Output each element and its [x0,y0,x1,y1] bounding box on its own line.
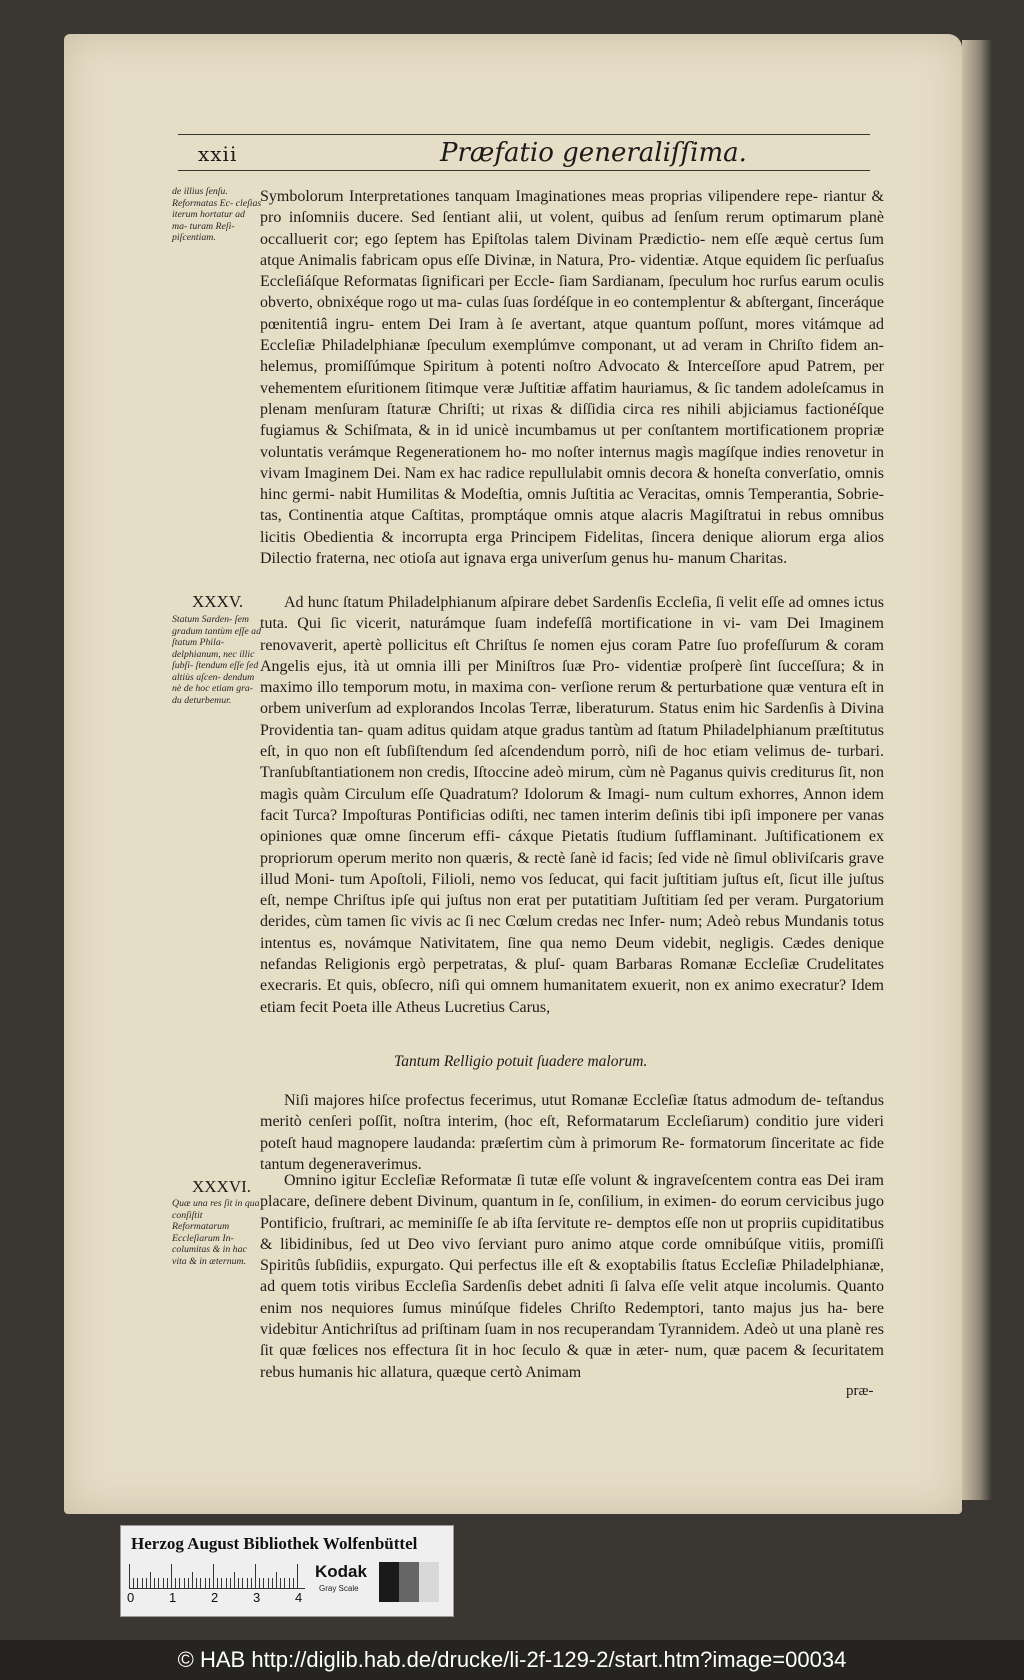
ruler-tick [209,1578,210,1588]
ruler-tick [230,1578,231,1588]
ruler-tick [184,1578,185,1588]
gray-patch-light [419,1562,439,1602]
ruler-tick [142,1578,143,1588]
ruler-tick [255,1564,256,1588]
ruler-tick [163,1578,164,1588]
ruler-tick [276,1572,277,1588]
ruler-tick [280,1578,281,1588]
ruler-number-0: 0 [127,1590,135,1605]
verse-quote: Tantum Relligio potuit ſuadere malorum. [394,1053,648,1070]
paragraph-2: Ad hunc ſtatum Philadelphianum aſpirare debet Sardenſis Eccleſia, ſi velit eſſe ad omnes ictus tuta. Qui ſic vicerit, naturámque ſuam indefeſſâ mortificatione in vi- vam Dei Imaginem renovaverit, apertè pollicitus eſt Chriſtus ſe nomen ejus coram Patre ſuo profeſſurum & coram Angelis ejus, ità ut omnia illi per Miniſtros ſuæ Pro- videntiæ proſperè ſint ſucceſſura; & in maximo illo temporum motu, in maxima con- verſione rerum & perturbatione quæ ventura eſt in orbem univerſum ad explorandos Incolas Terræ, liberaturum. Status enim hic Sardenſis à Divina Providentia tan- quam aditus quidam atque gradus tantùm ad ſtatum Philadelphianum præſtitutus eſt, in quo non eſt ſubſiſtendum ſed aſcendendum porrò, niſi de hoc etiam velimus de- turbari. Tranſubſtantiationem non credis, Iſtoccine adeò mirum, cùm nè Paganus quivis crediturus ſit, non magìs quàm Circulum eſſe Quadratum? Idolorum & Imagi- num cultum exhorres, Annon idem facit Turca? Impoſturas Pontificias odiſti, nec tamen interim deſinis tibi ipſi imponere per vanas opiniones quæ omne ſincerum effi- cáxque Pietatis ſtudium ſufflaminant. Juſtificationem ex propriorum operum merito non quæris, & rectè ſanè id facis; ſed vide nè ſimul obliviſcaris grave illud Moni- tum Apoſtoli, Filioli, nemo vos ſeducat, qui facit juſtitiam juſtus eſt, ſicut ille juſtus eſt, nempe Chriſtus ipſe qui juſtus non erat per putatitiam Juſtitiam ſed per veram. Purgatorium derides, cùm tamen ſic vivis ac ſi nec Cœlum credas nec Infer- num; Adeò rebus Mundanis totus intentus es, novámque Nativitatem, ſine qua nemo Deum videbit, negligis. Cædes denique nefandas Religionis ergò perpetratas, & pluſ- quam Barbaras Romanæ Eccleſiæ Crudelitates execraris. Et quis, obſecro, niſi qui omnem humanitatem exuerit, non ex animo execratur? Idem etiam fecit Poeta ille Atheus Lucretius Carus, [260,594,884,1016]
ruler-tick [247,1578,248,1588]
ruler-tick [213,1564,214,1588]
ruler-tick [268,1578,269,1588]
section-number-xxxvi: XXXVI. [192,1177,252,1196]
ruler-tick [221,1578,222,1588]
ruler-tick [289,1578,290,1588]
running-title: Præfatio generaliſſima. [440,138,747,168]
ruler-tick [293,1578,294,1588]
ruler-tick [263,1578,264,1588]
ruler-tick [146,1578,147,1588]
ruler-tick [158,1578,159,1588]
color-calibration-card [120,1525,454,1617]
ruler-tick [242,1578,243,1588]
copyright-footer: © HAB http://diglib.hab.de/drucke/li-2f-129-2/start.htm?image=00034 [0,1640,1024,1680]
ruler-number-1: 1 [169,1590,177,1605]
ruler-tick [238,1578,239,1588]
kodak-subtitle: Gray Scale [319,1584,359,1593]
ruler-tick [234,1572,235,1588]
ruler-tick [284,1578,285,1588]
ruler-number-3: 3 [253,1590,261,1605]
ruler-tick [200,1578,201,1588]
ruler-tick [154,1578,155,1588]
ruler-tick [192,1572,193,1588]
ruler-tick [167,1578,168,1588]
paragraph-1: Symbolorum Interpretationes tanquam Imaginationes meas proprias vilipendere repe- riantur & pro inſomniis ducere. Sed ſentiant alii, ut volent, quibus ad ſenſum rerum optimarum planè occalluerit cor; ego ſeptem has Epiſtolas talem Divinam Prædictio- nem eſſe æquè certus ſum atque Animalis fabricam opus eſſe Divinæ, in Natura, Pro- videntiæ. Atque equidem ſic perſuaſus Eccleſiáſque Reformatas ſignificari per Eccle- ſiam Sardianam, ſpeculum hoc rurſus earum oculis obverto, obnixéque rogo ut ma- culas ſuas ſordéſque in eo contemplentur & abſtergant, ſinceráque pœnitentiâ ingru- entem Dei Iram à ſe avertant, atque quantum poſſunt, mores vitámque ad Eccleſiæ Philadelphianæ ſpeculum exemplúmve componant, ut ad veram in Chriſto fidem an- helemus, promiſſúmque Spiritum à potenti noſtro Advocato & Interceſſore apud Patrem, per vehementem eſuritionem ſitimque veræ Juſtitiæ affatim hauriamus, & ſic tandem adoleſcamus in plenam menſuram ſtaturæ Chriſti; ut rixas & diſſidia circa res nihili abjiciamus factionéſque fugiamus & Schiſmata, & in id unicè incumbamus ut per conſtantem mortificationem propriæ voluntatis verámque Regenerationem ho- mo noſter internus magìs magíſque indies renovetur in vivam Imaginem Dei. Nam ex hac radice repullulabit omnis decora & honeſta converſatio, omnis hinc germi- nabit Humilitas & Modeſtia, omnis Juſtitia ac Veracitas, omnis Temperantia, Sobrie- tas, Continentia atque Caſtitas, promptáque omnis atque alacris Magiſtratui in rebus omnibus licitis Obedientia & incorrupta erga Principem Fidelitas, ſincera denique aliorum erga alios Dilectio fraterna, nec otioſa aut ignava erga univerſum genus hu- manum Charitas. [260,188,884,568]
page-number: xxii [198,142,238,166]
ruler-tick [297,1564,298,1588]
ruler-tick [175,1578,176,1588]
margin-note-1: de illius ſenſu. Reformatas Ec- cleſias iterum hortatur ad ma- turam Reſi- piſcentiam. [172,186,262,243]
gray-scale-patches [379,1562,441,1602]
margin-note-3: Quæ una res ſit in qua conſiſtit Reformatarum Eccleſiarum In- columitas & in hac vita & in æternum. [172,1198,260,1267]
ruler-tick [272,1578,273,1588]
section-number-xxxv: XXXV. [192,592,244,611]
margin-note-2: Statum Sarden- ſem gradum tantùm eſſe ad ſtatum Phila- delphianum, nec illic ſubſi- ſtendum eſſe ſed altiùs aſcen- dendum nè de hoc etiam gra- du deturbemur. [172,614,261,706]
ruler-tick [205,1578,206,1588]
ruler-tick [226,1578,227,1588]
paragraph-3: Niſi majores hiſce profectus fecerimus, utut Romanæ Eccleſiæ ſtatus admodum de- teſtandus meritò cenſeri poſſit, noſtra interim, (hoc eſt, Reformatarum Eccleſiarum) conditio jure videri poteſt haud magnopere laudanda: præſertim cùm à primorum Re- formatorum ſinceritate ac fide tantum degeneraverimus. [260,1092,884,1173]
ruler-tick [188,1578,189,1588]
ruler-tick [137,1578,138,1588]
ruler-tick [196,1578,197,1588]
ruler-tick [171,1564,172,1588]
header-rule-bottom [178,170,870,171]
gray-patch-mid [399,1562,419,1602]
kodak-brand: Kodak [315,1562,367,1581]
ruler-number-4: 4 [295,1590,303,1605]
page-edge [962,40,992,1500]
ruler-tick [179,1578,180,1588]
ruler [129,1562,305,1589]
catchword: præ- [846,1383,874,1399]
ruler-tick [251,1578,252,1588]
ruler-tick [133,1578,134,1588]
ruler-tick [217,1578,218,1588]
ruler-tick [150,1572,151,1588]
ruler-number-2: 2 [211,1590,219,1605]
card-title: Herzog August Bibliothek Wolfenbüttel [131,1534,418,1553]
ruler-tick [129,1564,130,1588]
gray-patch-black [379,1562,399,1602]
ruler-tick [259,1578,260,1588]
paragraph-4: Omnino igitur Eccleſiæ Reformatæ ſi tutæ eſſe volunt & ingraveſcentem contra eas Dei iram placare, deſinere debent Divinum, quantum in ſe, conſilium, in eximen- do eorum cervicibus jugo Pontificio, fruſtrari, ac meminiſſe ſe ab iſta ſervitute re- demptos eſſe non ut propriis cupiditatibus & libidinibus, ſed ut Deo vivo ſerviant puro animo atque corde omnibúſque vitiis, promiſſi Spiritûs ſubſidiis, expurgato. Qui perfectus ille eſt & exoptabilis ſtatus Eccleſiæ Philadelphianæ, ad quem totis viribus Eccleſia Sardenſis debet adniti ſi ſalva eſſe velit atque incolumis. Quanto enim nos nequiores ſumus minúſque fideles Chriſto Redemptori, tanto majus jus ha- bere videbitur Antichriſtus ad priſtinam ſuam in nos recuperandam Tyrannidem. Adeò ut una planè res ſit quæ fœlices nos effectura ſit in hoc ſeculo & quæ in æter- num, quæ pacem & ſecuritatem rebus humanis hic allatura, quæque certò Animam [260,1172,884,1381]
kodak-label [311,1560,381,1600]
header-rule-top [178,134,870,135]
